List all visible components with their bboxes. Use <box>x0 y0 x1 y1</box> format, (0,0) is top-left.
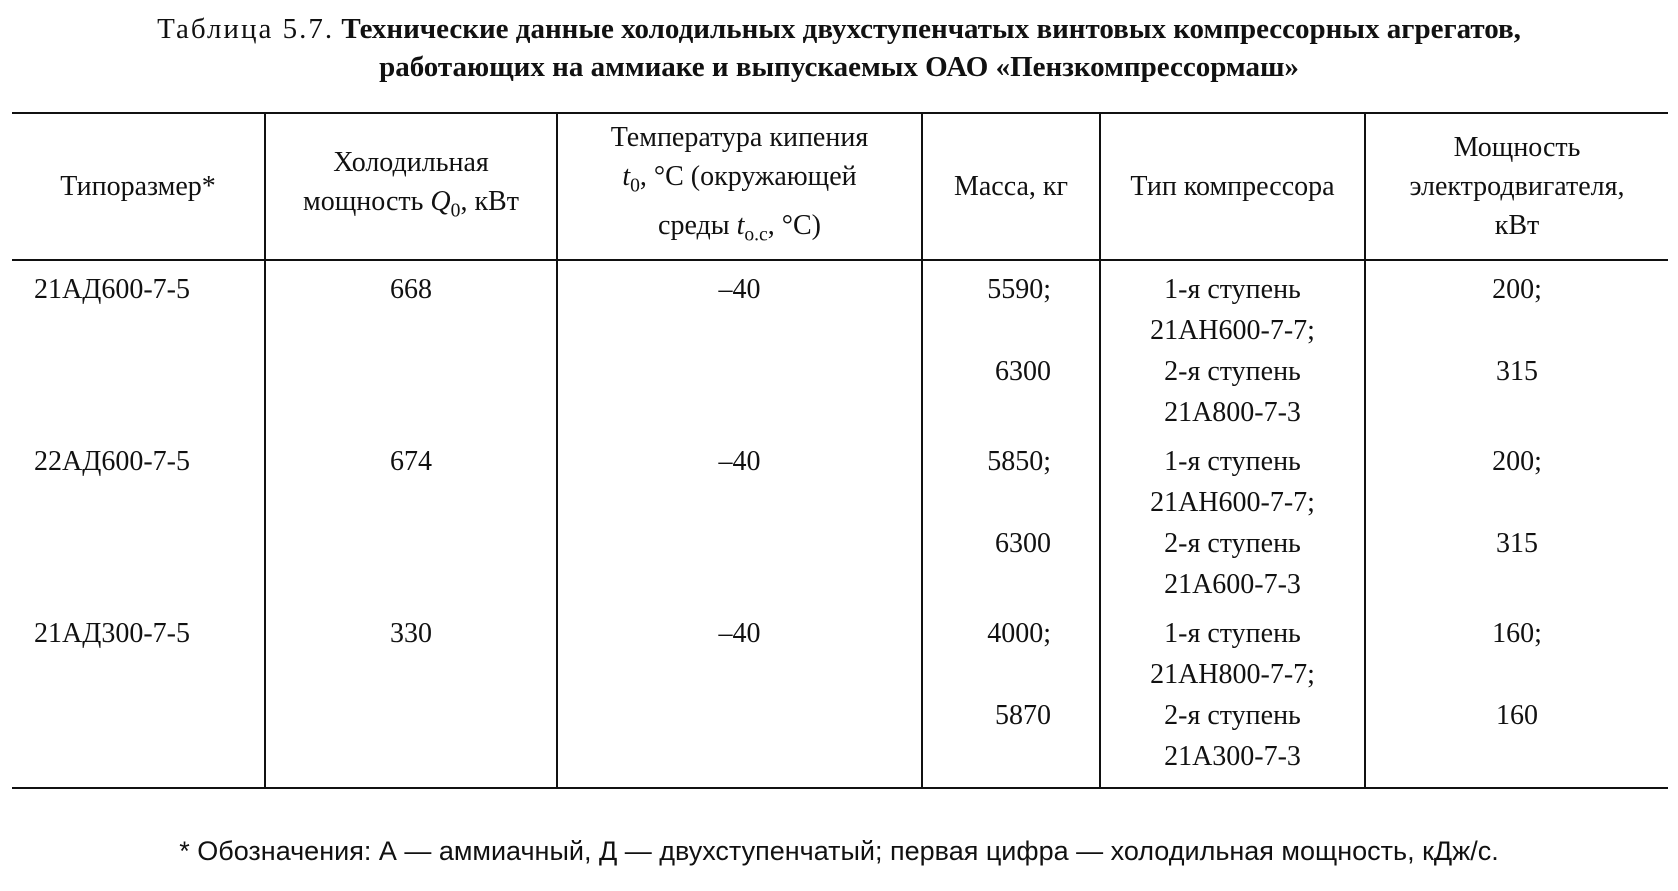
cell-compressor <box>1100 433 1365 605</box>
cell-capacity: 674 <box>265 433 557 605</box>
cell-capacity: 668 <box>265 260 557 433</box>
cell-type: 21АД300-7-5 <box>34 618 190 649</box>
footnote: * Обозначения: А — аммиачный, Д — двухступенчатый; первая цифра — холодильная мощность, кДж/с. <box>179 836 1499 866</box>
table-row <box>12 605 1668 788</box>
caption-line-1 <box>0 10 1678 48</box>
cell-power <box>1365 260 1668 433</box>
compressor-stage-1-label: 1-я ступень <box>1164 618 1301 649</box>
temp-subscript: 0 <box>630 176 640 197</box>
power-spacer <box>1366 564 1668 605</box>
power-stage-1: 160; <box>1492 618 1542 649</box>
compressor-stage-2-label: 2-я ступень <box>1164 700 1301 731</box>
cell-mass <box>922 605 1100 788</box>
header-type-text: Типоразмер* <box>60 171 216 202</box>
cell-compressor <box>1100 605 1365 788</box>
table-row <box>12 260 1668 433</box>
mass-spacer <box>923 482 1051 523</box>
compressor-stage-1-model: 21АН600-7-7; <box>1150 315 1315 346</box>
compressor-stage-2-model: 21А300-7-3 <box>1164 741 1301 772</box>
header-temperature <box>557 113 922 260</box>
ambient-temp-symbol: t <box>736 210 745 241</box>
header-mass-text: Масса, кг <box>953 171 1069 202</box>
cell-temperature: –40 <box>557 605 922 788</box>
power-spacer <box>1366 654 1668 695</box>
compressor-stage-1-label: 1-я ступень <box>1164 274 1301 305</box>
power-spacer <box>1366 482 1668 523</box>
cell-type: 22АД600-7-5 <box>34 446 190 477</box>
header-temp-line3-end: , °С) <box>767 210 821 241</box>
table-caption <box>0 10 1678 86</box>
cell-temperature: –40 <box>557 433 922 605</box>
temp-symbol: t <box>622 161 631 193</box>
compressor-stage-2-model: 21А600-7-3 <box>1164 569 1301 600</box>
cell-power <box>1365 605 1668 788</box>
capacity-symbol: Q <box>430 185 451 217</box>
mass-stage-1: 5850; <box>987 446 1051 477</box>
header-power-line1: Мощность <box>1453 132 1581 163</box>
header-compressor <box>1100 113 1365 260</box>
header-capacity-line2: мощность <box>303 185 424 217</box>
power-spacer <box>1366 736 1668 777</box>
cell-mass <box>922 260 1100 433</box>
header-capacity <box>265 113 557 260</box>
mass-spacer <box>923 564 1051 605</box>
mass-stage-1: 5590; <box>987 274 1051 305</box>
compressor-stage-2-label: 2-я ступень <box>1164 356 1301 387</box>
power-stage-1: 200; <box>1492 274 1542 305</box>
caption-label: Таблица 5.7. <box>157 13 335 45</box>
mass-spacer <box>923 310 1051 351</box>
cell-compressor <box>1100 260 1365 433</box>
power-stage-2: 160 <box>1496 700 1538 731</box>
power-spacer <box>1366 392 1668 433</box>
compressor-stage-1-model: 21АН600-7-7; <box>1150 487 1315 518</box>
specs-table <box>12 112 1668 789</box>
ambient-temp-subscript: о.с <box>744 224 768 246</box>
mass-stage-1: 4000; <box>987 618 1051 649</box>
header-row <box>12 113 1668 260</box>
compressor-stage-2-model: 21А800-7-3 <box>1164 397 1301 428</box>
header-compressor-text: Тип компрессора <box>1130 171 1335 202</box>
capacity-unit: , кВт <box>460 185 519 217</box>
caption-line-2 <box>0 48 1678 86</box>
capacity-subscript: 0 <box>450 200 461 222</box>
power-spacer <box>1366 310 1668 351</box>
mass-spacer <box>923 654 1051 695</box>
header-power-line2: электродвигателя, <box>1409 171 1625 202</box>
compressor-stage-2-label: 2-я ступень <box>1164 528 1301 559</box>
cell-capacity: 330 <box>265 605 557 788</box>
compressor-stage-1-label: 1-я ступень <box>1164 446 1301 477</box>
compressor-stage-1-model: 21АН800-7-7; <box>1150 659 1315 690</box>
header-temp-line3: среды <box>658 210 730 241</box>
cell-temperature: –40 <box>557 260 922 433</box>
header-mass <box>922 113 1100 260</box>
header-power-line3: кВт <box>1494 210 1540 241</box>
mass-spacer <box>923 392 1051 433</box>
header-temp-line2: , °С (окружающей <box>639 161 857 193</box>
header-temp-line1: Температура кипения <box>610 122 869 154</box>
header-power <box>1365 113 1668 260</box>
caption-text-1: Технические данные холодильных двухступенчатых винтовых компрессорных агрегатов, <box>341 13 1521 45</box>
power-stage-2: 315 <box>1496 528 1538 559</box>
cell-type: 21АД600-7-5 <box>34 274 190 305</box>
mass-stage-2: 5870 <box>995 700 1051 731</box>
mass-spacer <box>923 736 1051 777</box>
cell-mass <box>922 433 1100 605</box>
mass-stage-2: 6300 <box>995 356 1051 387</box>
power-stage-2: 315 <box>1496 356 1538 387</box>
caption-text-2: работающих на аммиаке и выпускаемых ОАО «Пензкомпрессормаш» <box>379 51 1299 83</box>
power-stage-1: 200; <box>1492 446 1542 477</box>
header-type <box>12 113 265 260</box>
table-row <box>12 433 1668 605</box>
mass-stage-2: 6300 <box>995 528 1051 559</box>
header-capacity-line1: Холодильная <box>333 146 489 178</box>
cell-power <box>1365 433 1668 605</box>
